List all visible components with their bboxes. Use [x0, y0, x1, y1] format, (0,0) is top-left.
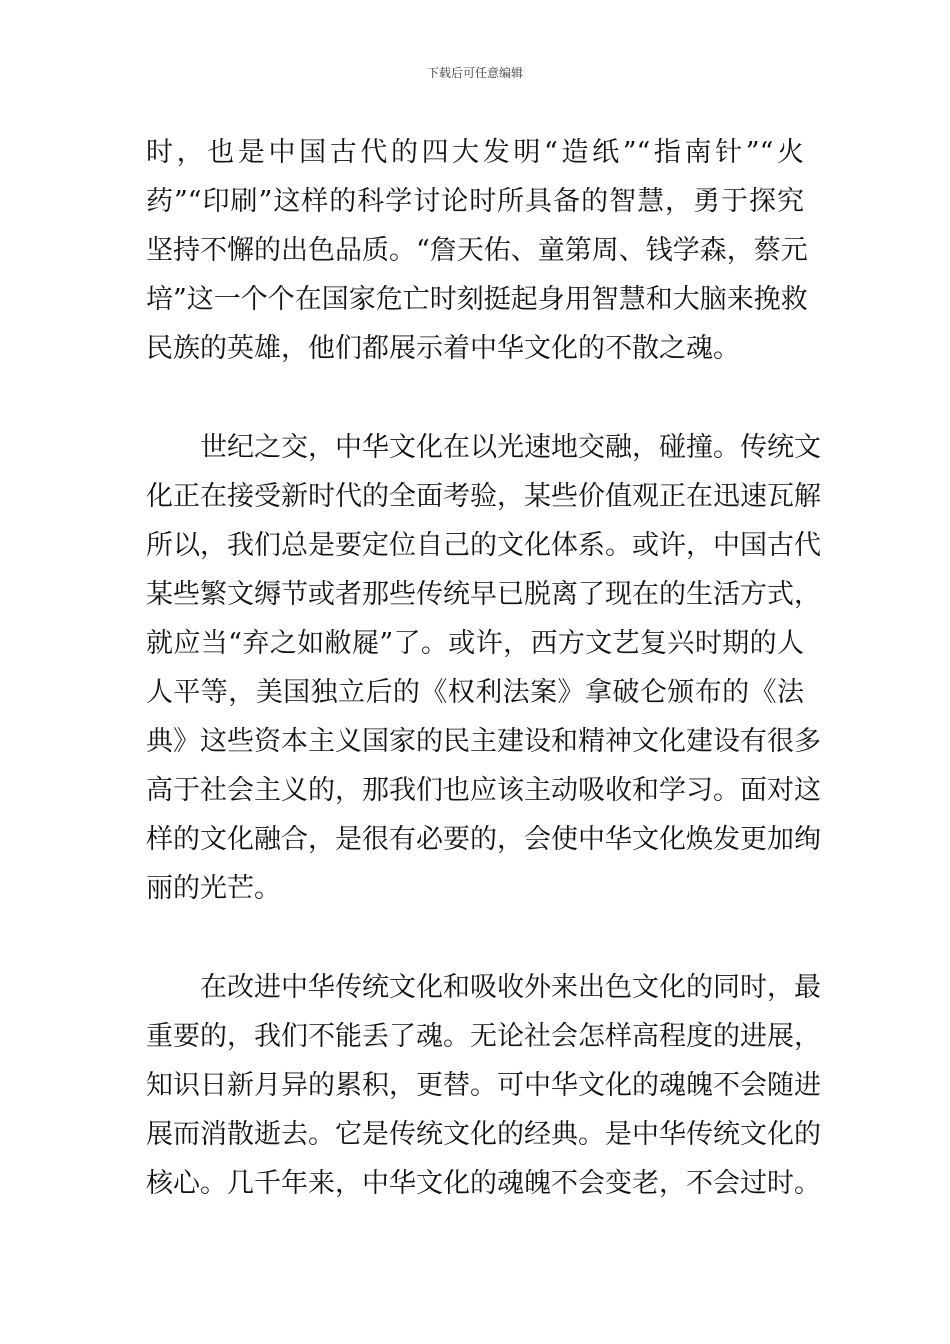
document-body	[146, 128, 821, 1208]
paragraph-2	[146, 423, 821, 913]
text-line: 药”“印刷”这样的科学讨论时所具备的智慧，勇于探究	[146, 186, 804, 217]
text-line: 时，也是中国古代的四大发明“造纸”“指南针”“火	[146, 137, 804, 168]
text-line: 人平等，美国独立后的《权利法案》拿破仑颁布的《法	[146, 677, 804, 708]
text-line: 展而消散逝去。它是传统文化的经典。是中华传统文化的	[146, 1119, 821, 1150]
page-header: 下载后可任意编辑	[426, 66, 523, 80]
text-line: 样的文化融合，是很有必要的，会使中华文化焕发更加绚	[146, 824, 821, 855]
text-line: 所以，我们总是要定位自己的文化体系。或许，中国古代	[146, 530, 821, 561]
text-line: 坚持不懈的出色品质。“詹天佑、童第周、钱学森，蔡元	[146, 235, 808, 266]
text-line: 知识日新月异的累积，更替。可中华文化的魂魄不会随进	[146, 1070, 821, 1101]
text-line: 在改进中华传统文化和吸收外来出色文化的同时，最	[146, 972, 821, 1003]
text-line: 某些繁文缛节或者那些传统早已脱离了现在的生活方式，	[146, 579, 821, 610]
text-line: 就应当“弃之如敝屣”了。或许，西方文艺复兴时期的人	[146, 628, 804, 659]
text-line: 培”这一个个在国家危亡时刻挺起身用智慧和大脑来挽救	[146, 284, 808, 315]
paragraph-1	[146, 128, 808, 373]
text-line: 典》这些资本主义国家的民主建设和精神文化建设有很多	[146, 726, 821, 757]
text-line: 世纪之交，中华文化在以光速地交融，碰撞。传统文	[146, 432, 821, 463]
text-line: 化正在接受新时代的全面考验，某些价值观正在迅速瓦解	[146, 481, 821, 512]
text-line: 重要的，我们不能丢了魂。无论社会怎样高程度的进展，	[146, 1021, 821, 1052]
text-line: 核心。几千年来，中华文化的魂魄不会变老，不会过时。	[146, 1168, 821, 1199]
paragraph-gap	[146, 913, 804, 963]
paragraph-gap	[146, 373, 804, 423]
text-line: 丽的光芒。	[146, 873, 281, 904]
paragraph-3	[146, 963, 821, 1208]
text-line: 高于社会主义的，那我们也应该主动吸收和学习。面对这	[146, 775, 821, 806]
text-line: 民族的英雄，他们都展示着中华文化的不散之魂。	[146, 333, 740, 364]
